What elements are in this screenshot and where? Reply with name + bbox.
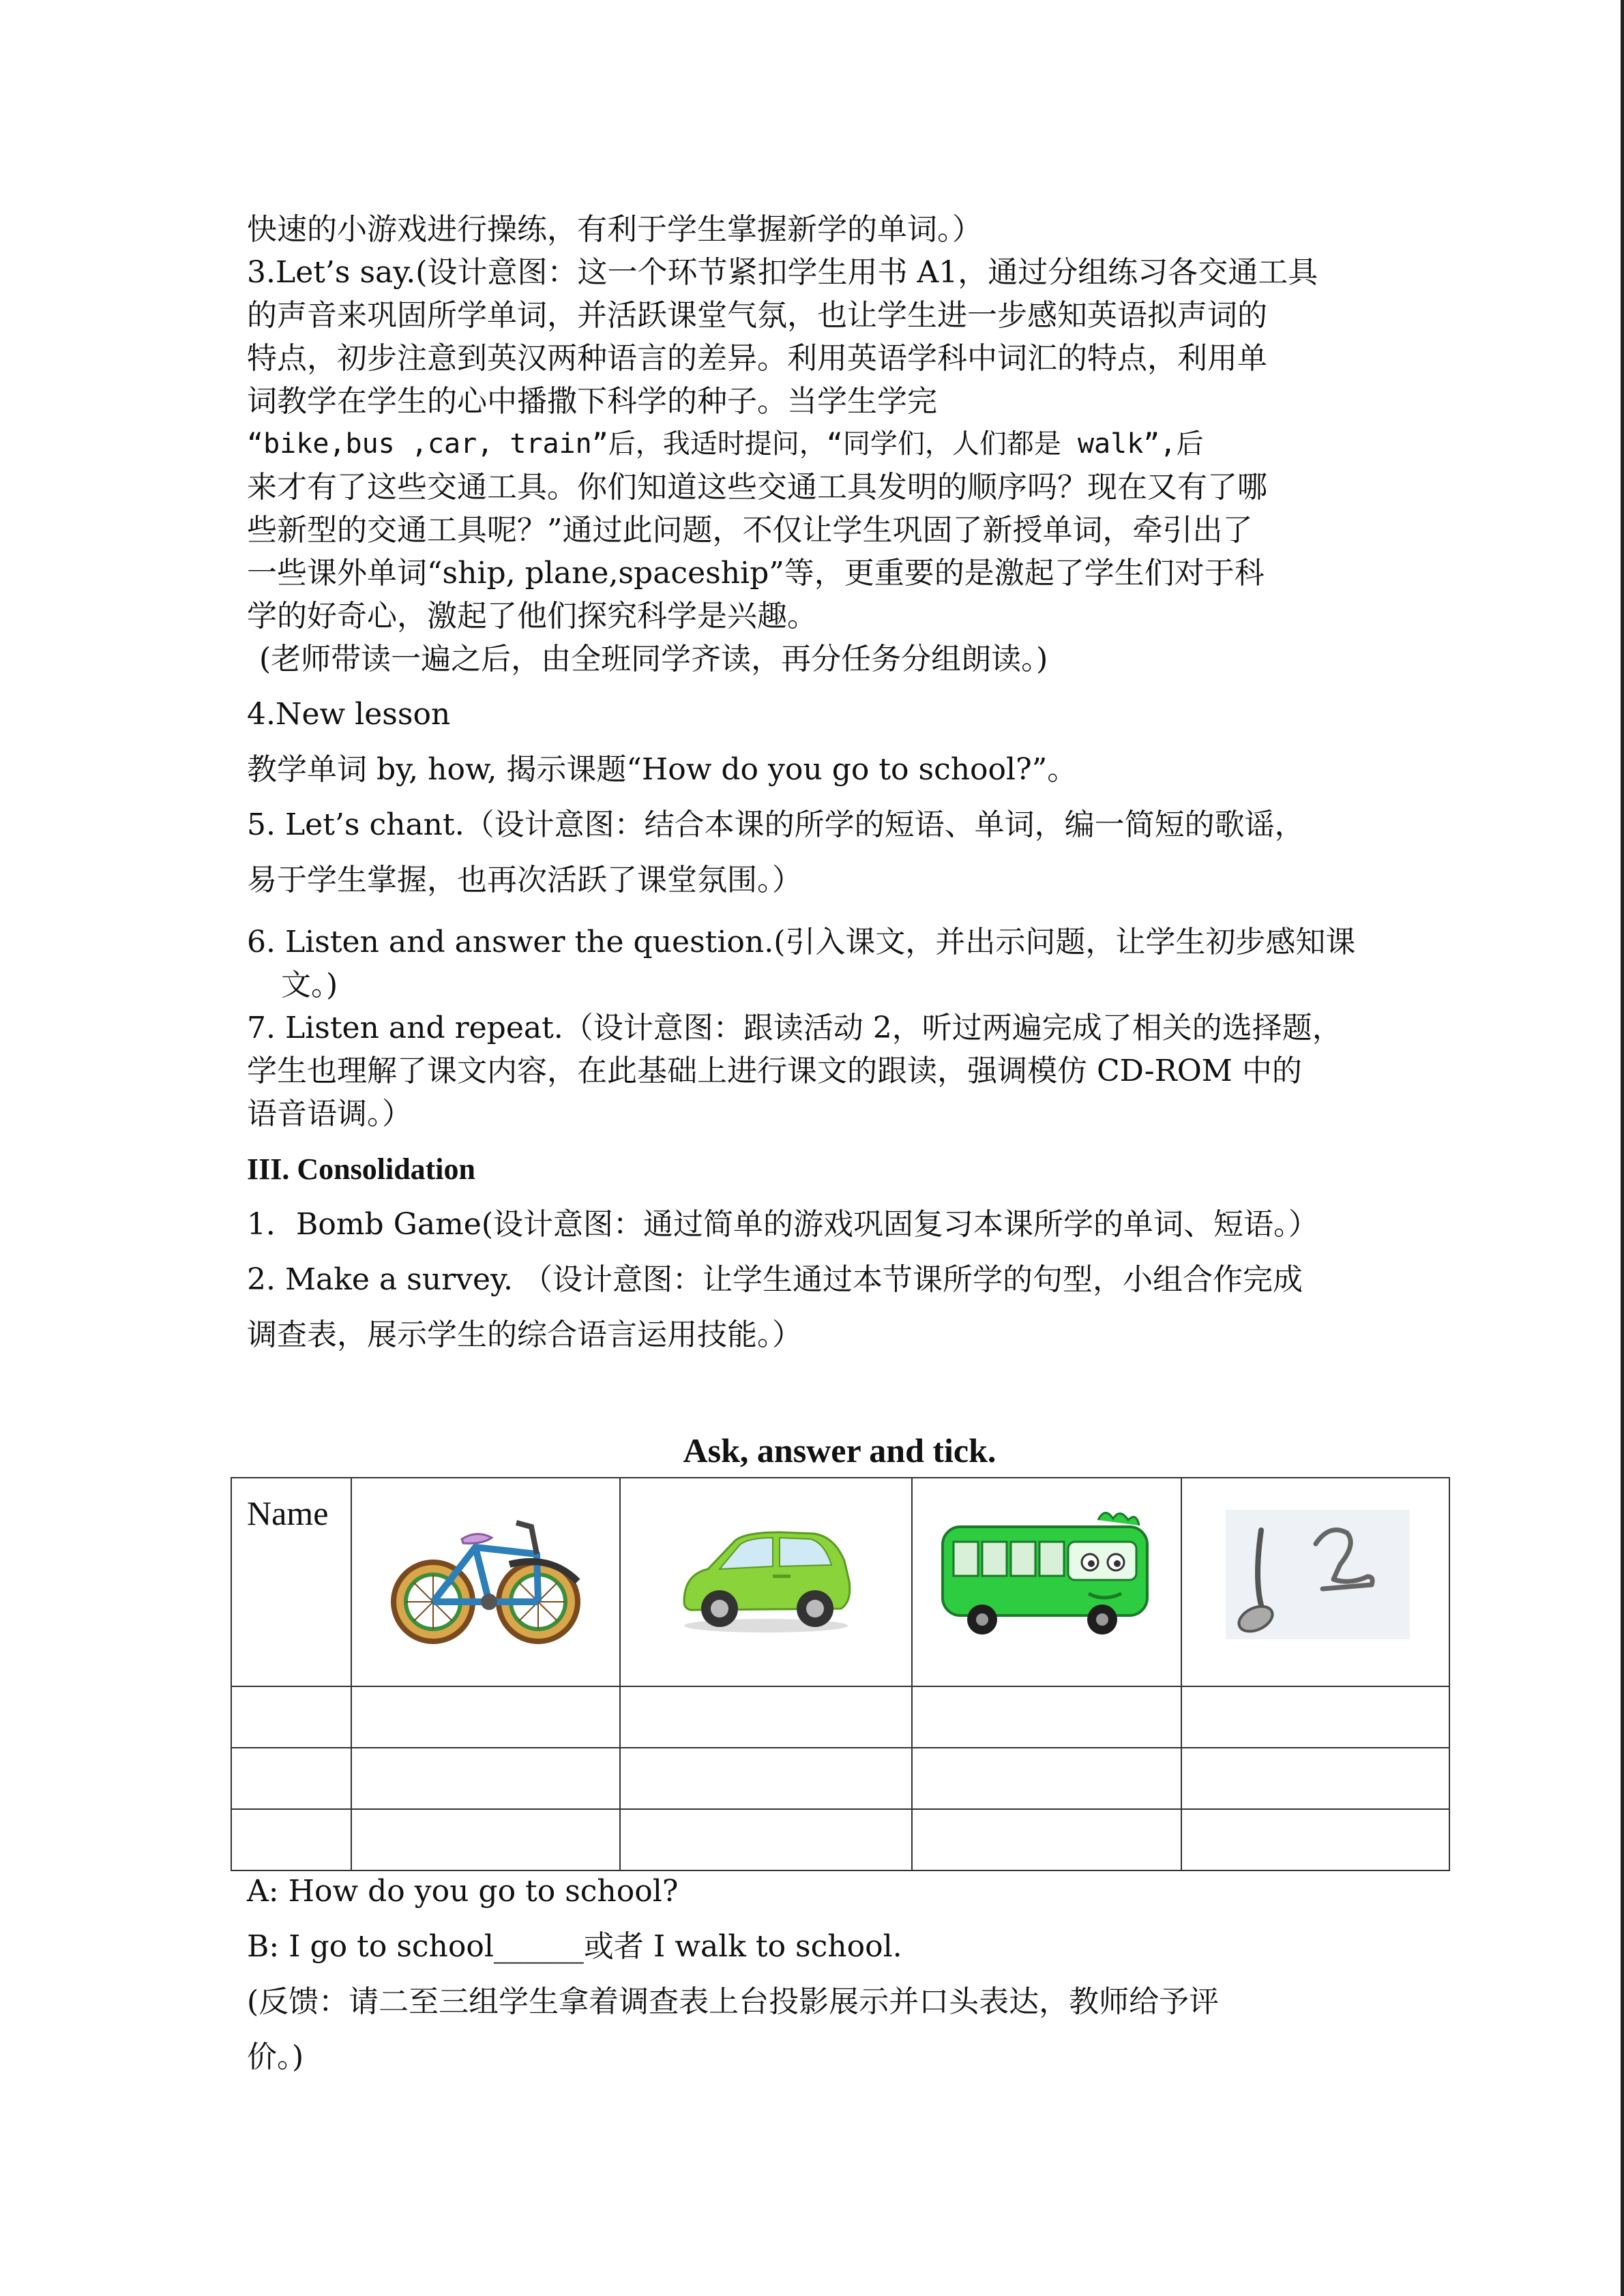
table-row: [231, 1748, 1449, 1809]
paragraph-lets-chant: [247, 803, 1379, 901]
table-cell: [1181, 1748, 1449, 1809]
feedback-line: 价。): [247, 2040, 304, 2074]
car-cell: [620, 1478, 912, 1686]
table-cell: [231, 1686, 351, 1748]
paragraph-listen-answer: [247, 921, 1379, 1007]
text-line: 来才有了这些交通工具。你们知道这些交通工具发明的顺序吗？现在又有了哪: [247, 470, 1267, 505]
text-line: 文。): [281, 968, 338, 1002]
text-line: “bike,bus ,car, train”后，我适时提问，“同学们，人们都是 walk”,后: [247, 428, 1204, 460]
survey-table: [231, 1477, 1450, 1871]
text-line: 2. Make a survey. （设计意图：让学生通过本节课所学的句型，小组合作完成: [247, 1262, 1303, 1297]
feedback-line: (反馈：请二至三组学生拿着调查表上台投影展示并口头表达，教师给予评: [247, 1984, 1220, 2019]
table-cell: [912, 1809, 1181, 1870]
paragraph-reading-note: (老师带读一遍之后，由全班同学齐读，再分任务分组朗读。): [259, 642, 1048, 676]
bike-cell: [351, 1478, 620, 1686]
paragraph-bomb-game: 1．Bomb Game(设计意图：通过简单的游戏巩固复习本课所学的单词、短语。）: [247, 1207, 1318, 1242]
dialogue-section: [247, 1870, 1379, 2078]
footprints-icon: [1213, 1503, 1418, 1646]
text-line: 7. Listen and repeat.（设计意图：跟读活动 2，听过两遍完成了相关的选择题，: [247, 1011, 1342, 1045]
text-line: 学的好奇心，激起了他们探究科学是兴趣。: [247, 599, 817, 633]
table-cell: [231, 1809, 351, 1870]
name-header: Name: [231, 1478, 351, 1686]
text-line: 3.Let’s say.(设计意图：这一个环节紧扣学生用书 A1，通过分组练习各交通工具: [247, 255, 1318, 290]
bus-cell: [912, 1478, 1181, 1686]
table-cell: [620, 1809, 912, 1870]
table-cell: [620, 1748, 912, 1809]
paragraph-make-survey: [247, 1258, 1379, 1356]
text-line: 词教学在学生的心中播撒下科学的种子。当学生学完: [247, 384, 937, 419]
table-cell: [351, 1809, 620, 1870]
text-line: 调查表，展示学生的综合语言运用技能。）: [247, 1317, 802, 1352]
dialogue-answer: B: I go to school______或者 I walk to school.: [247, 1929, 902, 1964]
bike-icon: [380, 1500, 591, 1650]
table-row: [231, 1809, 1449, 1870]
lesson-body: [247, 208, 1379, 1356]
paragraph-new-lesson: 4.New lesson: [247, 697, 451, 732]
text-line: 些新型的交通工具呢？”通过此问题，不仅让学生巩固了新授单词，牵引出了: [247, 513, 1253, 548]
text-line: 学生也理解了课文内容，在此基础上进行课文的跟读，强调模仿 CD-ROM 中的: [247, 1054, 1302, 1088]
text-line: 特点，初步注意到英汉两种语言的差异。利用英语学科中词汇的特点，利用单: [247, 341, 1267, 376]
paragraph-lets-say: [247, 251, 1379, 638]
paragraph-teach-words: 教学单词 by, how, 揭示课题“How do you go to school?”。: [247, 752, 1078, 787]
text-line: 语音语调。）: [247, 1097, 412, 1131]
table-cell: [1181, 1809, 1449, 1870]
survey-caption: Ask, answer and tick.: [683, 1431, 996, 1470]
text-line: 5. Let’s chant.（设计意图：结合本课的所学的短语、单词，编一简短的歌谣，: [247, 807, 1305, 842]
paragraph-game-note: 快速的小游戏进行操练，有利于学生掌握新学的单词。）: [247, 212, 982, 247]
table-cell: [620, 1686, 912, 1748]
table-cell: [231, 1748, 351, 1809]
walk-cell: [1181, 1478, 1449, 1686]
car-icon: [670, 1506, 861, 1643]
paragraph-listen-repeat: [247, 1007, 1379, 1135]
table-header-row: [231, 1478, 1449, 1686]
text-line: 一些课外单词“ship, plane,spaceship”等，更重要的是激起了学生们对于科: [247, 556, 1265, 591]
table-cell: [912, 1748, 1181, 1809]
table-cell: [1181, 1686, 1449, 1748]
text-line: 易于学生掌握，也再次活跃了课堂氛围。）: [247, 863, 802, 897]
table-cell: [351, 1686, 620, 1748]
section-heading: III. Consolidation: [247, 1152, 476, 1186]
page-right-edge: [1621, 0, 1624, 2296]
table-row: [231, 1686, 1449, 1748]
table-cell: [351, 1748, 620, 1809]
text-line: 的声音来巩固所学单词，并活跃课堂气氛，也让学生进一步感知英语拟声词的: [247, 298, 1267, 333]
dialogue-question: A: How do you go to school?: [247, 1874, 679, 1909]
bus-icon: [934, 1506, 1160, 1643]
table-cell: [912, 1686, 1181, 1748]
text-line: 6. Listen and answer the question.(引入课文，并出示问题，让学生初步感知课: [247, 925, 1356, 959]
